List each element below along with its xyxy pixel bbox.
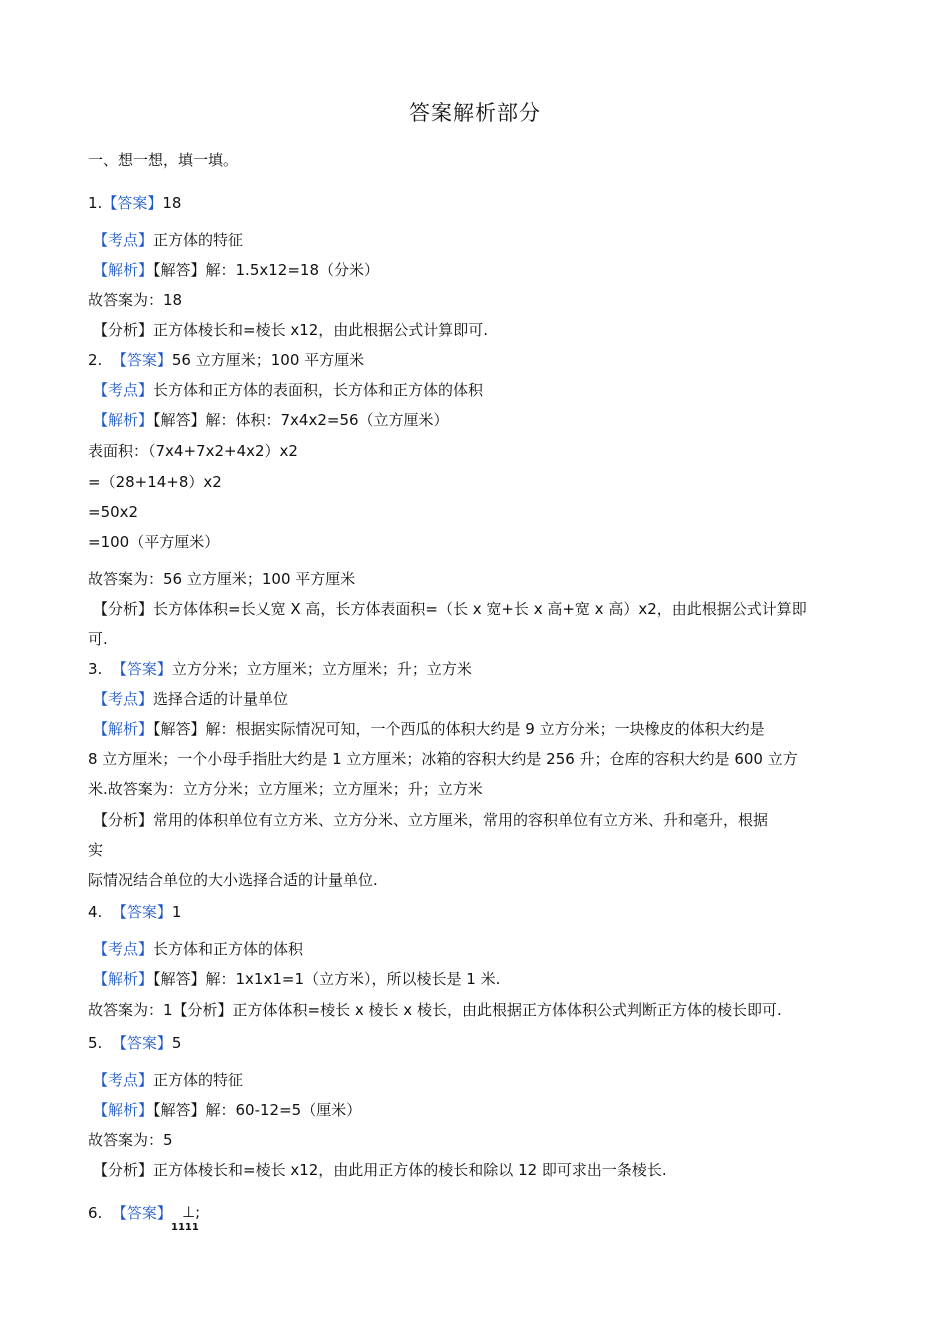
q5-analysis	[93, 1100, 361, 1120]
point-tag: 【考点】	[93, 381, 154, 399]
q2-point-text: 长方体和正方体的表面积，长方体和正方体的体积	[153, 381, 484, 399]
q2-fenxi-2: 可.	[88, 630, 108, 648]
analysis-tag: 【解析】	[93, 720, 154, 738]
q1-analysis-text: 【解答】解：1.5x12=18（分米）	[153, 261, 379, 279]
q3-fenxi-2: 实	[88, 841, 104, 859]
q3-answer	[88, 659, 472, 679]
q4-conclusion: 故答案为：1【分析】正方体体积=棱长 x 棱长 x 棱长，由此根据正方体体积公式判断正方体的棱长即可.	[88, 1001, 782, 1019]
q2-analysis	[93, 410, 449, 430]
q6-fraction-top: ⊥;	[182, 1203, 201, 1221]
q2-analysis-text: 【解答】解：体积：7x4x2=56（立方厘米）	[153, 411, 449, 429]
q1-point-text: 正方体的特征	[153, 231, 244, 249]
q5-point	[93, 1070, 243, 1090]
q2-calc-1: 表面积：（7x4+7x2+4x2）x2	[88, 442, 298, 460]
point-tag: 【考点】	[93, 940, 154, 958]
q3-fenxi-3: 际情况结合单位的大小选择合适的计量单位.	[88, 871, 378, 889]
q2-calc-3: =50x2	[88, 503, 139, 521]
q2-point	[93, 380, 483, 400]
point-tag: 【考点】	[93, 231, 154, 249]
answer-tag: 【答案】	[111, 660, 172, 678]
q1-answer-value: 18	[162, 194, 182, 212]
answer-tag: 【答案】	[102, 194, 163, 212]
analysis-tag: 【解析】	[93, 970, 154, 988]
analysis-tag: 【解析】	[93, 411, 154, 429]
q6-number: 6.	[88, 1204, 103, 1222]
q1-number: 1.	[88, 194, 103, 212]
answer-tag: 【答案】	[111, 903, 172, 921]
q4-answer	[88, 902, 181, 922]
q2-calc-2: =（28+14+8）x2	[88, 473, 222, 491]
q3-analysis-2: 8 立方厘米；一个小母手指肚大约是 1 立方厘米；冰箱的容积大约是 256 升；仓库的容积大约是 600 立方	[88, 750, 798, 768]
q5-conclusion: 故答案为：5	[88, 1131, 173, 1149]
q1-fenxi: 【分析】正方体棱长和=棱长 x12，由此根据公式计算即可.	[93, 321, 489, 339]
q4-point-text: 长方体和正方体的体积	[153, 940, 304, 958]
q4-number: 4.	[88, 903, 103, 921]
point-tag: 【考点】	[93, 1071, 154, 1089]
q2-calc-4: =100（平方厘米）	[88, 533, 220, 551]
q1-point	[93, 230, 243, 250]
q1-answer	[88, 193, 181, 213]
q5-fenxi: 【分析】正方体棱长和=棱长 x12，由此用正方体的棱长和除以 12 即可求出一条棱长.	[93, 1161, 667, 1179]
q3-analysis-text: 【解答】解：根据实际情况可知，一个西瓜的体积大约是 9 立方分米；一块橡皮的体积大约是	[153, 720, 765, 738]
q2-number: 2.	[88, 351, 103, 369]
q2-answer-value: 56 立方厘米；100 平方厘米	[171, 351, 365, 369]
q3-point	[93, 689, 288, 709]
q6-answer	[88, 1203, 172, 1223]
q5-analysis-text: 【解答】解：60-12=5（厘米）	[153, 1101, 362, 1119]
point-tag: 【考点】	[93, 690, 154, 708]
page-title: 答案解析部分	[409, 101, 541, 125]
q4-answer-value: 1	[171, 903, 182, 921]
q4-analysis-text: 【解答】解：1x1x1=1（立方米），所以棱长是 1 米.	[153, 970, 501, 988]
q2-conclusion: 故答案为：56 立方厘米；100 平方厘米	[88, 570, 356, 588]
q2-fenxi-1: 【分析】长方体体积=长乂宽 X 高，长方体表面积=（长 x 宽+长 x 高+宽 x 高）x2，由此根据公式计算即	[93, 600, 807, 618]
q5-point-text: 正方体的特征	[153, 1071, 244, 1089]
q5-answer-value: 5	[171, 1034, 182, 1052]
answer-tag: 【答案】	[111, 1034, 172, 1052]
q2-answer	[88, 350, 364, 370]
q3-analysis-1	[93, 719, 765, 739]
answer-tag: 【答案】	[111, 1204, 172, 1222]
q3-answer-value: 立方分米；立方厘米；立方厘米；升；立方米	[171, 660, 472, 678]
q3-number: 3.	[88, 660, 103, 678]
q1-analysis	[93, 260, 379, 280]
q3-analysis-3: 米.故答案为：立方分米；立方厘米；立方厘米；升；立方米	[88, 780, 483, 798]
answer-tag: 【答案】	[111, 351, 172, 369]
q4-point	[93, 939, 303, 959]
q3-point-text: 选择合适的计量单位	[153, 690, 289, 708]
section-heading: 一、想一想，填一填。	[88, 151, 239, 169]
q5-answer	[88, 1033, 181, 1053]
q4-analysis	[93, 969, 500, 989]
q3-fenxi-1: 【分析】常用的体积单位有立方米、立方分米、立方厘米，常用的容积单位有立方米、升和毫升，根据	[93, 811, 769, 829]
analysis-tag: 【解析】	[93, 1101, 154, 1119]
q5-number: 5.	[88, 1034, 103, 1052]
q1-conclusion: 故答案为：18	[88, 291, 183, 309]
analysis-tag: 【解析】	[93, 261, 154, 279]
q6-fraction-bottom: 1111	[171, 1222, 199, 1233]
